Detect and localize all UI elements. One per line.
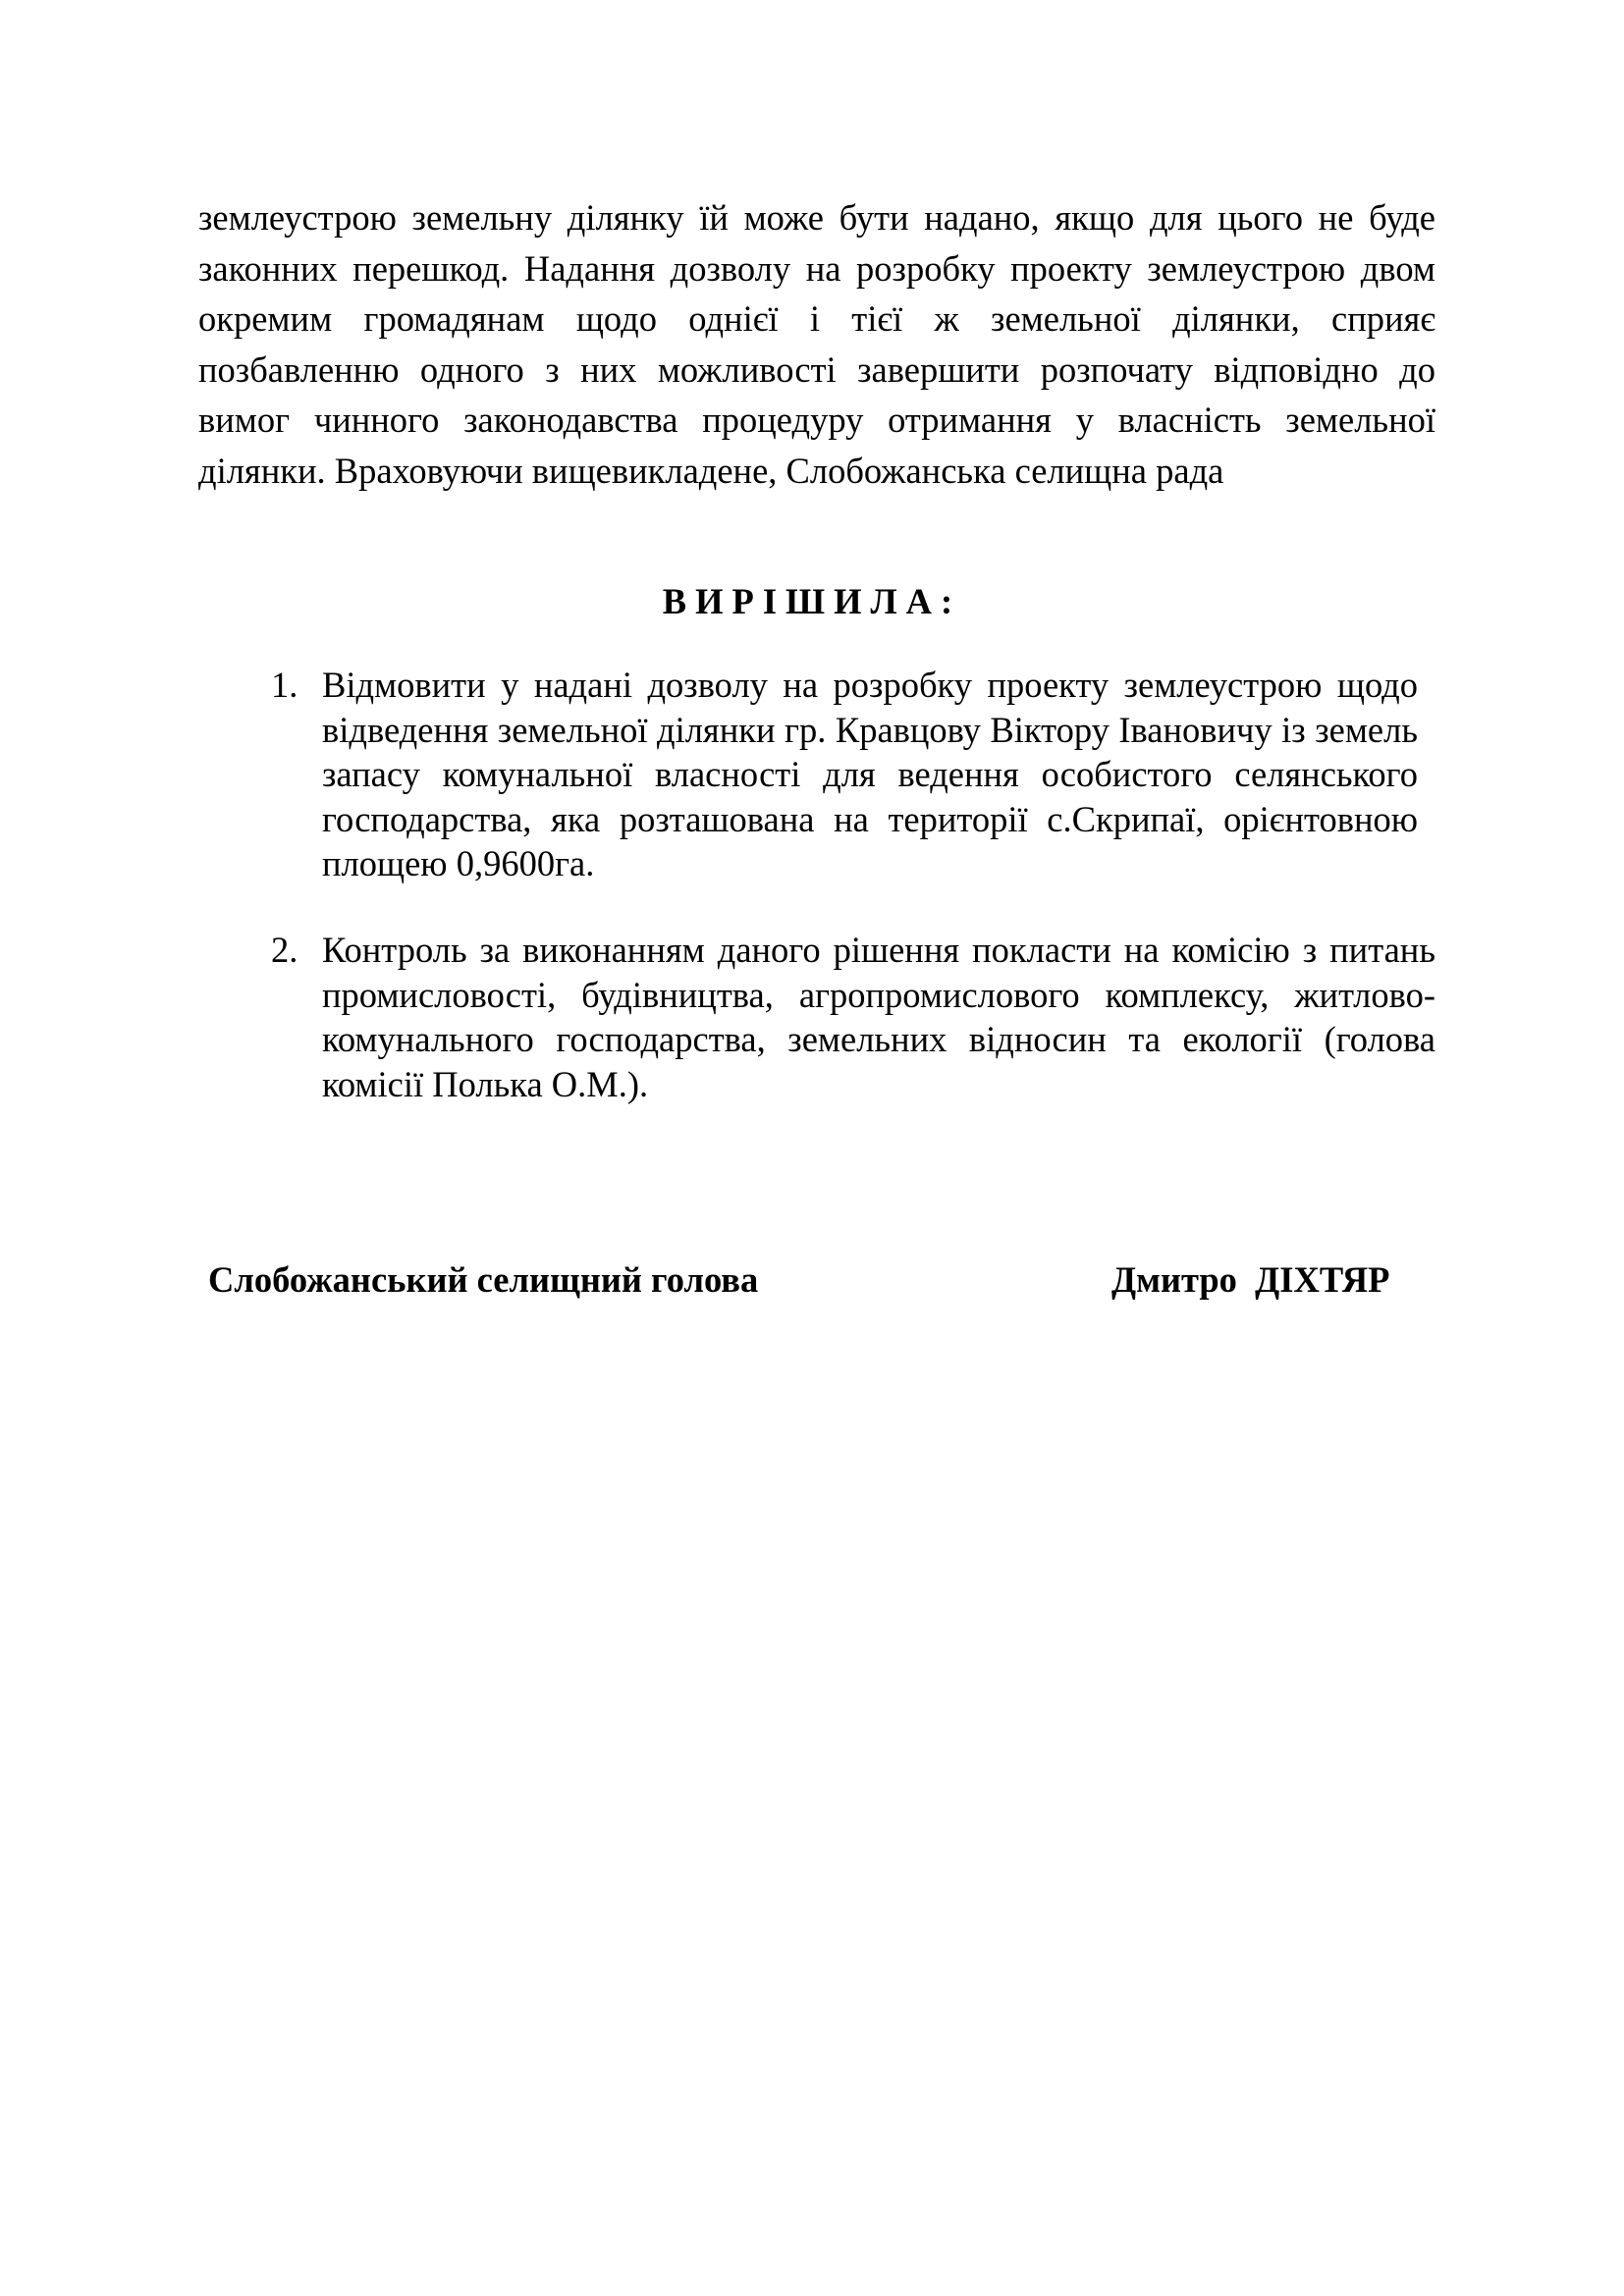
list-item-text: Контроль за виконанням даного рішення покласти на комісію з питань промисловості, будівництва, агропромислового комплексу, житлово-комунального господарства, земельних відносин та екології (голова комісії Полька О.М.). — [322, 930, 1435, 1104]
signature-name: Дмитро ДІХТЯР — [1111, 1259, 1390, 1300]
list-item-number: 2. — [271, 930, 298, 970]
decision-heading: ВИРІШИЛА: — [662, 581, 962, 621]
list-item-number: 1. — [271, 665, 298, 705]
signature-role: Слобожанський селищний голова — [208, 1259, 759, 1300]
list-item-text: Відмовити у надані дозволу на розробку проекту землеустрою щодо відведення земельної ділянки гр. Кравцову Віктору Івановичу із земель запасу комунальної власності для ведення особистого селянського господарства, яка розташована на території с.Скрипаї, орієнтовною площею 0,9600га. — [322, 665, 1418, 884]
intro-paragraph: землеустрою земельну ділянку їй може бути надано, якщо для цього не буде законних перешкод. Надання дозволу на розробку проекту землеустрою двом окремим громадянам щодо однієї і тієї ж земельної ділянки, сприяє позбавленню одного з них можливості завершити розпочату відповідно до вимог чинного законодавства процедуру отримання у власність земельної ділянки. Враховуючи вищевикладене, Слобожанська селищна рада — [198, 197, 1435, 491]
